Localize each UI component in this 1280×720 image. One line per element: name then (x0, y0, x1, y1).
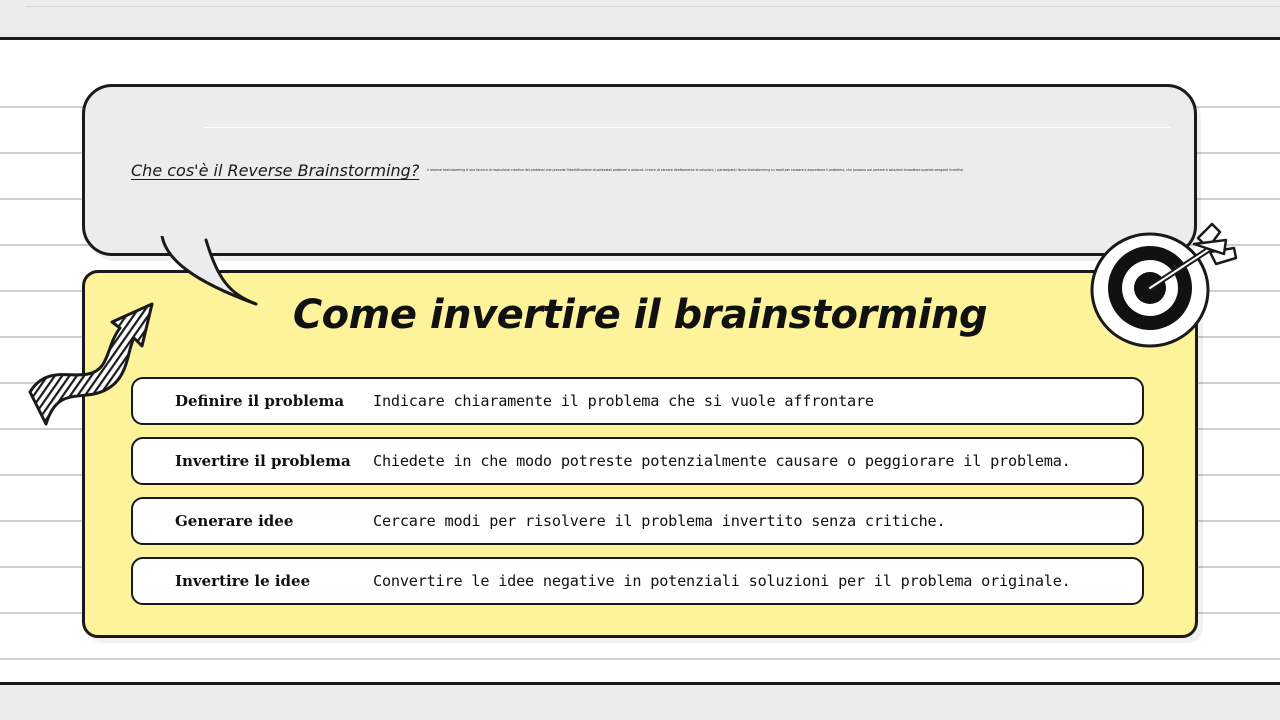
step-label: Invertire il problema (175, 452, 351, 470)
target-icon (1086, 218, 1246, 353)
question-bubble (82, 84, 1197, 256)
steps-list (131, 377, 1144, 617)
step-description: Convertire le idee negative in potenziali soluzioni per il problema originale. (373, 572, 1071, 590)
step-description: Cercare modi per risolvere il problema invertito senza critiche. (373, 512, 946, 530)
step-label: Definire il problema (175, 392, 345, 410)
step-row (131, 437, 1144, 485)
step-row (131, 377, 1144, 425)
top-strip-line (26, 6, 1280, 7)
step-label: Generare idee (175, 512, 294, 530)
question-title: Che cos'è il Reverse Brainstorming? (131, 161, 420, 180)
question-body: Il reverse brainstorming è una tecnica di risoluzione creativa dei problemi che prevede l'identificazione di potenziali problemi o ostacoli. Invece di cercare direttamente le soluzioni, i partecipanti fanno brainstorming su modi per causare o esacerbare il problema, che possono poi portare a soluzioni innovative quando vengono invertite. (427, 168, 964, 172)
step-description: Chiedete in che modo potreste potenzialmente causare o peggiorare il problema. (373, 452, 1071, 470)
bubble-divider (205, 127, 1170, 128)
step-description: Indicare chiaramente il problema che si vuole affrontare (373, 392, 874, 410)
step-row (131, 497, 1144, 545)
step-row (131, 557, 1144, 605)
panel-title: Come invertire il brainstorming (292, 292, 988, 338)
striped-arrow-icon (26, 300, 161, 430)
step-label: Invertire le idee (175, 572, 311, 590)
